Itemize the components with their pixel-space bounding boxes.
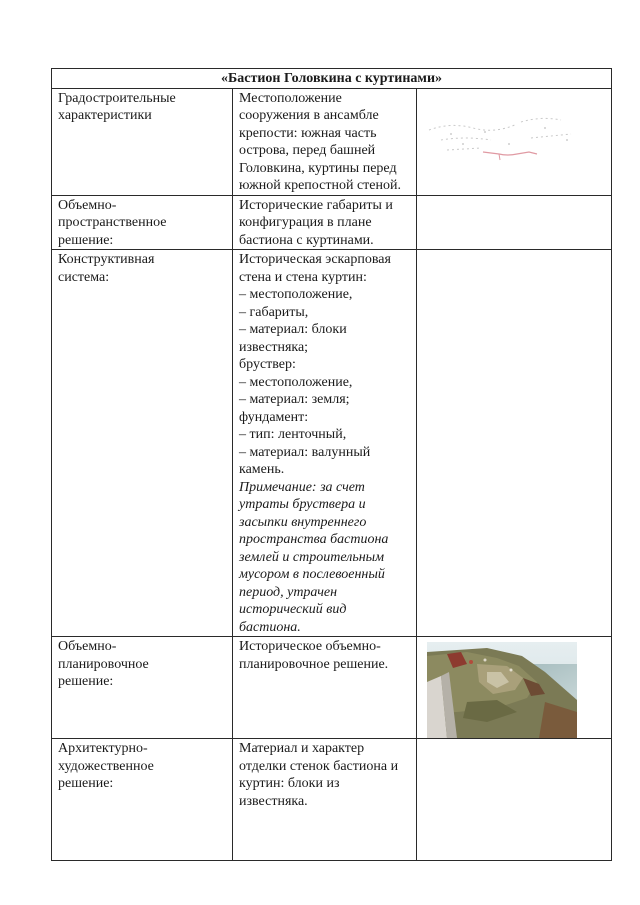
table-row: [52, 88, 612, 195]
row-label-line: решение:: [58, 674, 114, 689]
row-label-line: планировочное: [58, 656, 149, 672]
row-value-line: острова, перед башней: [239, 143, 376, 158]
row-label-cell: [52, 195, 233, 250]
row-label-line: пространственное: [58, 215, 167, 230]
note-line: землей и строительным: [239, 549, 385, 565]
note-line: пространства бастиона: [239, 532, 389, 547]
row-value-line: южной крепостной стеной.: [239, 178, 401, 193]
note-line: исторический вид: [239, 602, 347, 617]
row-value-line: – местоположение,: [239, 287, 353, 302]
row-label-line: Конструктивная: [58, 252, 155, 267]
row-value-cell: [233, 637, 417, 739]
row-value-line: бруствер:: [239, 357, 296, 372]
protection-subject-table: [51, 68, 612, 861]
note-line: мусором в послевоенный: [239, 567, 385, 582]
row-label-line: решение:: [58, 232, 114, 248]
note-line: засыпки внутреннего: [239, 514, 367, 530]
aerial-photo-image: [427, 642, 577, 738]
table-row: [52, 637, 612, 739]
row-value-line: – местоположение,: [239, 374, 353, 390]
row-label-line: художественное: [58, 758, 154, 774]
row-value-line: известняка;: [239, 339, 309, 355]
row-value-line: куртин: блоки из: [239, 776, 340, 791]
row-image-cell: [417, 637, 612, 739]
row-value-line: фундамент:: [239, 409, 309, 425]
row-label-line: решение:: [58, 776, 114, 791]
row-label-line: Архитектурно-: [58, 741, 148, 756]
row-value-line: – материал: блоки: [239, 322, 347, 337]
row-image-cell: [417, 195, 612, 250]
row-value-line: известняка.: [239, 793, 308, 809]
note-line: Примечание: за счет: [239, 479, 365, 495]
table-row: [52, 250, 612, 637]
table-title: «Бастион Головкина с куртинами»: [52, 69, 612, 89]
row-value-line: Местоположение: [239, 90, 342, 106]
row-value-line: Историческое объемно-: [239, 639, 381, 654]
row-value-line: сооружения в ансамбле: [239, 108, 379, 123]
row-value-line: конфигурация в плане: [239, 215, 372, 230]
row-value-cell: [233, 739, 417, 861]
row-label-line: Градостроительные: [58, 90, 176, 106]
row-label-cell: [52, 739, 233, 861]
row-value-cell: [233, 195, 417, 250]
row-value-line: стена и стена куртин:: [239, 269, 367, 285]
row-label-line: Объемно-: [58, 639, 117, 654]
faint-map-sketch-image: [421, 110, 601, 170]
row-label-cell: [52, 637, 233, 739]
row-value-line: – тип: ленточный,: [239, 427, 347, 442]
row-value-line: крепости: южная часть: [239, 125, 377, 141]
row-value-line: Историческая эскарповая: [239, 252, 391, 267]
row-label-cell: [52, 250, 233, 637]
row-value-line: планировочное решение.: [239, 656, 389, 672]
note-line: период, утрачен: [239, 584, 338, 600]
row-value-cell: [233, 88, 417, 195]
note-line: утраты бруствера и: [239, 497, 366, 512]
row-label-line: характеристики: [58, 108, 152, 123]
row-image-cell: [417, 250, 612, 637]
table-row: [52, 739, 612, 861]
note-line: бастиона.: [239, 619, 301, 635]
row-image-cell: [417, 739, 612, 861]
row-image-cell: [417, 88, 612, 195]
row-value-line: Исторические габариты и: [239, 197, 393, 213]
row-label-line: Объемно-: [58, 197, 117, 213]
row-value-line: Головкина, куртины перед: [239, 160, 397, 176]
row-value-cell: [233, 250, 417, 637]
row-value-line: бастиона с куртинами.: [239, 232, 374, 248]
row-value-line: Материал и характер: [239, 741, 365, 756]
row-label-line: система:: [58, 269, 110, 285]
row-value-line: – материал: земля;: [239, 392, 350, 407]
row-value-line: – габариты,: [239, 304, 309, 320]
row-label-cell: [52, 88, 233, 195]
row-value-line: отделки стенок бастиона и: [239, 758, 399, 774]
row-value-line: камень.: [239, 462, 285, 477]
row-value-line: – материал: валунный: [239, 444, 371, 460]
table-row: [52, 195, 612, 250]
